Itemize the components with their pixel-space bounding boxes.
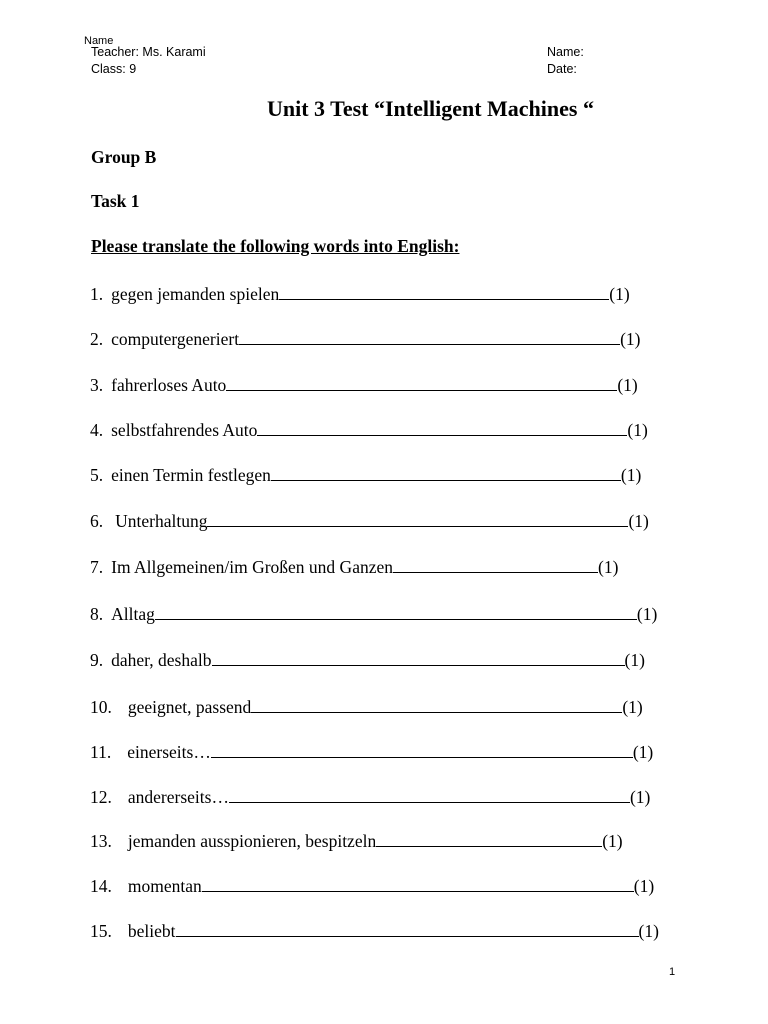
item-number: 12. xyxy=(90,787,112,807)
item-term: einerseits… xyxy=(127,742,211,762)
answer-line[interactable] xyxy=(202,877,634,892)
item-points: (1) xyxy=(624,650,645,670)
answer-line[interactable] xyxy=(376,832,602,847)
teacher-label: Teacher: Ms. Karami xyxy=(91,45,206,59)
item-points: (1) xyxy=(617,375,638,395)
instruction-text: Please translate the following words into English: xyxy=(91,236,460,256)
item-term: fahrerloses Auto xyxy=(111,375,227,395)
list-item xyxy=(90,284,630,306)
list-item xyxy=(90,697,643,719)
item-term: Alltag xyxy=(111,604,155,624)
item-number: 15. xyxy=(90,921,112,941)
item-term: daher, deshalb xyxy=(111,650,212,670)
item-number: 9. xyxy=(90,650,104,670)
name-tag: Name xyxy=(84,35,114,47)
date-field-label: Date: xyxy=(547,62,577,76)
answer-line[interactable] xyxy=(251,698,622,713)
item-term: jemanden ausspionieren, bespitzeln xyxy=(127,831,377,851)
item-points: (1) xyxy=(622,697,643,717)
item-points: (1) xyxy=(636,604,658,624)
answer-line[interactable] xyxy=(226,376,617,391)
item-points: (1) xyxy=(627,420,648,440)
item-number: 4. xyxy=(90,420,104,440)
answer-line[interactable] xyxy=(207,512,628,527)
answer-line[interactable] xyxy=(393,558,598,573)
class-label: Class: 9 xyxy=(91,62,137,76)
list-item xyxy=(90,420,648,442)
item-points: (1) xyxy=(620,329,641,349)
answer-line[interactable] xyxy=(279,285,609,300)
item-points: (1) xyxy=(598,557,619,577)
answer-line[interactable] xyxy=(155,605,637,620)
item-number: 6. xyxy=(90,511,104,531)
item-term: beliebt xyxy=(127,921,176,941)
item-term: Unterhaltung xyxy=(115,511,208,531)
item-points: (1) xyxy=(629,787,651,807)
item-term: momentan xyxy=(127,876,202,896)
item-term: andererseits… xyxy=(127,787,229,807)
item-term: Im Allgemeinen/im Großen und Ganzen xyxy=(111,557,393,577)
list-item xyxy=(90,557,618,579)
item-points: (1) xyxy=(609,284,630,304)
list-item xyxy=(90,831,623,853)
item-number: 10. xyxy=(90,697,112,717)
item-number: 7. xyxy=(90,557,104,577)
answer-line[interactable] xyxy=(212,651,625,666)
list-item xyxy=(90,742,653,764)
item-term: geeignet, passend xyxy=(127,697,252,717)
list-item xyxy=(90,511,649,533)
answer-line[interactable] xyxy=(229,788,630,803)
answer-line[interactable] xyxy=(239,330,620,345)
item-points: (1) xyxy=(633,876,655,896)
list-item xyxy=(90,876,654,898)
item-points: (1) xyxy=(638,921,659,941)
list-item xyxy=(90,329,640,351)
item-points: (1) xyxy=(632,742,654,762)
item-number: 1. xyxy=(90,284,104,304)
item-number: 5. xyxy=(90,465,104,485)
answer-line[interactable] xyxy=(257,421,627,436)
answer-line[interactable] xyxy=(211,743,633,758)
name-field-label: Name: xyxy=(547,45,584,59)
group-heading: Group B xyxy=(91,147,157,167)
item-number: 8. xyxy=(90,604,104,624)
item-term: selbstfahrendes Auto xyxy=(111,420,258,440)
item-points: (1) xyxy=(620,465,642,485)
item-number: 2. xyxy=(90,329,104,349)
page-number: 1 xyxy=(669,966,676,978)
page-title: Unit 3 Test “Intelligent Machines “ xyxy=(267,96,594,121)
item-term: gegen jemanden spielen xyxy=(111,284,280,304)
item-number: 14. xyxy=(90,876,112,896)
task-heading: Task 1 xyxy=(91,191,140,211)
item-number: 3. xyxy=(90,375,104,395)
list-item xyxy=(90,787,650,809)
item-points: (1) xyxy=(602,831,623,851)
answer-line[interactable] xyxy=(271,466,621,481)
list-item xyxy=(90,650,645,672)
list-item xyxy=(90,465,641,487)
list-item xyxy=(90,921,659,943)
item-points: (1) xyxy=(628,511,649,531)
list-item xyxy=(90,375,638,397)
item-number: 13. xyxy=(90,831,112,851)
answer-line[interactable] xyxy=(176,922,639,937)
list-item xyxy=(90,604,657,626)
item-term: einen Termin festlegen xyxy=(111,465,271,485)
item-term: computergeneriert xyxy=(111,329,240,349)
item-number: 11. xyxy=(90,742,112,762)
